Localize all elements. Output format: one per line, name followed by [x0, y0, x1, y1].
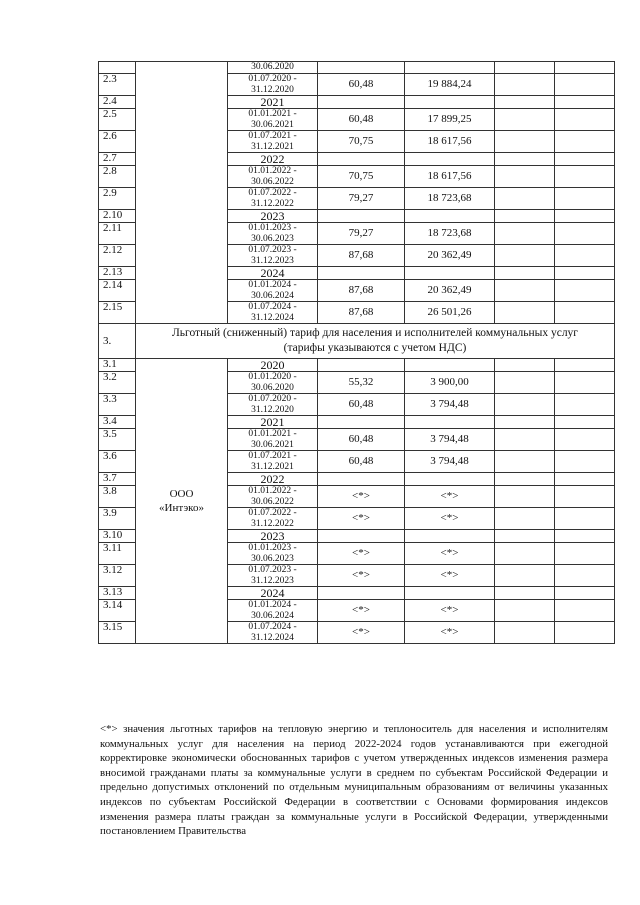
tariff-cell: 70,75 [318, 131, 405, 153]
period-start: 01.07.2022 - [248, 188, 297, 198]
tariff-cell: <*> [318, 600, 405, 622]
period-end: 31.12.2020 [251, 404, 294, 415]
empty-cell [318, 587, 405, 600]
empty-cell [495, 280, 555, 302]
tariff-cell: <*> [318, 486, 405, 508]
period-start: 01.07.2021 - [248, 131, 297, 141]
empty-cell [318, 530, 405, 543]
value-cell: <*> [405, 622, 495, 644]
empty-cell [555, 166, 615, 188]
empty-cell [495, 600, 555, 622]
empty-cell [318, 153, 405, 166]
period-start: 01.01.2023 - [248, 223, 297, 233]
organization-cell [136, 62, 228, 324]
empty-cell [495, 416, 555, 429]
period-start: 01.01.2024 - [248, 280, 297, 290]
empty-cell [405, 210, 495, 223]
empty-cell [495, 473, 555, 486]
period-cell: 30.06.2020 [228, 62, 318, 74]
empty-cell [495, 429, 555, 451]
period-end: 30.06.2024 [251, 290, 294, 301]
empty-cell [495, 543, 555, 565]
period-end: 31.12.2021 [251, 461, 294, 472]
period-cell [228, 565, 318, 587]
organization-line2: «Интэко» [159, 502, 204, 514]
empty-cell [495, 131, 555, 153]
year-cell: 2020 [228, 359, 318, 372]
empty-cell [495, 359, 555, 372]
tariff-cell: <*> [318, 565, 405, 587]
period-end: 31.12.2024 [251, 312, 294, 323]
empty-cell [495, 210, 555, 223]
empty-cell [318, 359, 405, 372]
empty-cell [555, 359, 615, 372]
period-cell [228, 543, 318, 565]
period-end: 30.06.2022 [251, 176, 294, 187]
period-start: 01.07.2020 - [248, 74, 297, 84]
empty-cell [555, 131, 615, 153]
empty-cell [495, 622, 555, 644]
period-end: 30.06.2023 [251, 553, 294, 564]
period-start: 01.07.2024 - [248, 622, 297, 632]
value-cell: <*> [405, 508, 495, 530]
section-number: 3. [99, 324, 136, 359]
row-number: 3.8 [99, 486, 136, 508]
row-number: 2.15 [99, 302, 136, 324]
row-number: 3.10 [99, 530, 136, 543]
period-start: 01.07.2020 - [248, 394, 297, 404]
row-number: 3.12 [99, 565, 136, 587]
empty-cell [495, 245, 555, 267]
empty-cell [555, 245, 615, 267]
period-cell [228, 223, 318, 245]
tariff-cell: 87,68 [318, 280, 405, 302]
empty-cell [555, 74, 615, 96]
table-row [99, 62, 615, 74]
year-row [99, 359, 615, 372]
footnote: <*> значения льготных тарифов на тепловую энергию и теплоноситель для населения и исполнителям коммунальных услуг для населения на период 2022-2024 годов устанавливаются при ежегодной корректировке экономически обоснованных тарифов с учетом утвержденных индексов изменения размера вносимой гражданами платы за коммунальные услуги в среднем по субъектам Российской Федерации и предельно допустимых отклонений по отдельным муниципальным образованиям от величины указанных индексов по субъектам Российской Федерации в соответствии с Основами формирования индексов изменения размера платы граждан за коммунальные услуги в Российской Федерации, утвержденными постановлением Правительства [100, 723, 608, 838]
tariff-cell: 70,75 [318, 166, 405, 188]
year-cell: 2021 [228, 416, 318, 429]
period-end: 30.06.2024 [251, 610, 294, 621]
period-start: 01.01.2021 - [248, 109, 297, 119]
period-start: 01.01.2024 - [248, 600, 297, 610]
period-cell [228, 508, 318, 530]
period-start: 01.01.2021 - [248, 429, 297, 439]
period-cell [228, 109, 318, 131]
empty-cell [555, 565, 615, 587]
row-number: 2.5 [99, 109, 136, 131]
empty-cell [495, 74, 555, 96]
period-end: 30.06.2022 [251, 496, 294, 507]
tariff-cell: 60,48 [318, 451, 405, 473]
period-cell [228, 486, 318, 508]
row-number: 3.15 [99, 622, 136, 644]
empty-cell [405, 587, 495, 600]
row-number: 3.5 [99, 429, 136, 451]
year-cell: 2024 [228, 267, 318, 280]
row-number: 2.10 [99, 210, 136, 223]
period-cell [228, 394, 318, 416]
row-number: 3.9 [99, 508, 136, 530]
period-start: 01.01.2022 - [248, 166, 297, 176]
empty-cell [495, 451, 555, 473]
period-cell [228, 280, 318, 302]
row-number: 2.6 [99, 131, 136, 153]
period-start: 01.07.2022 - [248, 508, 297, 518]
value-cell [405, 62, 495, 74]
value-cell: 3 900,00 [405, 372, 495, 394]
value-cell: 3 794,48 [405, 429, 495, 451]
tariff-cell: <*> [318, 508, 405, 530]
empty-cell [318, 96, 405, 109]
period-start: 01.01.2020 - [248, 372, 297, 382]
empty-cell [495, 587, 555, 600]
row-number: 2.3 [99, 74, 136, 96]
value-cell: 17 899,25 [405, 109, 495, 131]
row-number: 3.4 [99, 416, 136, 429]
empty-cell [495, 109, 555, 131]
value-cell: 20 362,49 [405, 245, 495, 267]
empty-cell [495, 188, 555, 210]
period-end: 31.12.2021 [251, 141, 294, 152]
empty-cell [555, 508, 615, 530]
row-number: 2.12 [99, 245, 136, 267]
period-start: 01.07.2023 - [248, 565, 297, 575]
period-end: 30.06.2020 [251, 382, 294, 393]
empty-cell [495, 267, 555, 280]
value-cell: <*> [405, 600, 495, 622]
tariff-cell: 60,48 [318, 429, 405, 451]
value-cell: 3 794,48 [405, 451, 495, 473]
empty-cell [555, 473, 615, 486]
empty-cell [405, 416, 495, 429]
period-end: 31.12.2024 [251, 632, 294, 643]
tariff-cell: 87,68 [318, 245, 405, 267]
empty-cell [495, 153, 555, 166]
empty-cell [495, 223, 555, 245]
section-title-line2: (тарифы указываются с учетом НДС) [283, 342, 467, 354]
year-cell: 2024 [228, 587, 318, 600]
row-number: 2.8 [99, 166, 136, 188]
tariff-cell: 87,68 [318, 302, 405, 324]
empty-cell [555, 267, 615, 280]
tariff-cell: 60,48 [318, 109, 405, 131]
section-title-line1: Льготный (сниженный) тариф для населения и исполнителей коммунальных услуг [171, 327, 579, 339]
value-cell: <*> [405, 486, 495, 508]
period-cell [228, 600, 318, 622]
empty-cell [405, 153, 495, 166]
empty-cell [555, 188, 615, 210]
empty-cell [555, 587, 615, 600]
empty-cell [555, 394, 615, 416]
year-cell: 2022 [228, 153, 318, 166]
empty-cell [495, 62, 555, 74]
empty-cell [555, 96, 615, 109]
empty-cell [495, 372, 555, 394]
period-cell [228, 188, 318, 210]
tariff-table [98, 61, 615, 644]
year-cell: 2022 [228, 473, 318, 486]
tariff-cell: 60,48 [318, 74, 405, 96]
empty-cell [555, 600, 615, 622]
empty-cell [555, 109, 615, 131]
empty-cell [555, 543, 615, 565]
period-cell [228, 451, 318, 473]
value-cell: 20 362,49 [405, 280, 495, 302]
year-cell: 2023 [228, 530, 318, 543]
row-number: 2.9 [99, 188, 136, 210]
empty-cell [495, 166, 555, 188]
period-cell [228, 245, 318, 267]
tariff-cell: 60,48 [318, 394, 405, 416]
row-number: 2.11 [99, 223, 136, 245]
value-cell: 3 794,48 [405, 394, 495, 416]
empty-cell [555, 622, 615, 644]
tariff-cell [318, 62, 405, 74]
empty-cell [318, 416, 405, 429]
tariff-cell: 55,32 [318, 372, 405, 394]
row-number: 3.2 [99, 372, 136, 394]
empty-cell [318, 473, 405, 486]
section-header-row [99, 324, 615, 359]
period-end: 30.06.2021 [251, 119, 294, 130]
value-cell: 18 723,68 [405, 223, 495, 245]
organization-line1: ООО [169, 488, 194, 500]
period-end: 31.12.2023 [251, 255, 294, 266]
period-start: 01.07.2024 - [248, 302, 297, 312]
row-number: 2.14 [99, 280, 136, 302]
value-cell: 18 617,56 [405, 131, 495, 153]
row-number: 3.14 [99, 600, 136, 622]
empty-cell [555, 416, 615, 429]
empty-cell [555, 372, 615, 394]
row-number: 3.1 [99, 359, 136, 372]
empty-cell [495, 530, 555, 543]
section-title [136, 324, 615, 359]
period-end: 31.12.2020 [251, 84, 294, 95]
period-end: 30.06.2021 [251, 439, 294, 450]
period-end: 30.06.2023 [251, 233, 294, 244]
value-cell: 19 884,24 [405, 74, 495, 96]
empty-cell [405, 359, 495, 372]
empty-cell [405, 473, 495, 486]
row-number: 3.6 [99, 451, 136, 473]
empty-cell [555, 210, 615, 223]
empty-cell [555, 153, 615, 166]
empty-cell [405, 530, 495, 543]
tariff-cell: 79,27 [318, 188, 405, 210]
period-start: 01.07.2021 - [248, 451, 297, 461]
empty-cell [555, 302, 615, 324]
period-end: 31.12.2022 [251, 198, 294, 209]
empty-cell [495, 302, 555, 324]
period-end: 31.12.2023 [251, 575, 294, 586]
row-number: 2.13 [99, 267, 136, 280]
empty-cell [555, 223, 615, 245]
value-cell: 18 723,68 [405, 188, 495, 210]
empty-cell [555, 451, 615, 473]
row-number: 3.3 [99, 394, 136, 416]
empty-cell [318, 210, 405, 223]
tariff-cell: <*> [318, 543, 405, 565]
value-cell: <*> [405, 565, 495, 587]
period-cell [228, 429, 318, 451]
period-end: 31.12.2022 [251, 518, 294, 529]
period-cell [228, 372, 318, 394]
tariff-cell: <*> [318, 622, 405, 644]
empty-cell [495, 486, 555, 508]
organization-cell [136, 359, 228, 644]
period-cell [228, 131, 318, 153]
empty-cell [405, 267, 495, 280]
empty-cell [555, 280, 615, 302]
period-start: 01.07.2023 - [248, 245, 297, 255]
value-cell: 26 501,26 [405, 302, 495, 324]
period-cell [228, 302, 318, 324]
empty-cell [555, 530, 615, 543]
period-cell [228, 166, 318, 188]
empty-cell [495, 96, 555, 109]
empty-cell [318, 267, 405, 280]
value-cell: <*> [405, 543, 495, 565]
tariff-cell: 79,27 [318, 223, 405, 245]
tariff-table-body [99, 62, 615, 644]
empty-cell [495, 508, 555, 530]
row-number: 3.7 [99, 473, 136, 486]
value-cell: 18 617,56 [405, 166, 495, 188]
row-number: 2.7 [99, 153, 136, 166]
row-number [99, 62, 136, 74]
empty-cell [405, 96, 495, 109]
period-cell [228, 74, 318, 96]
period-start: 01.01.2022 - [248, 486, 297, 496]
row-number: 3.11 [99, 543, 136, 565]
row-number: 2.4 [99, 96, 136, 109]
period-start: 01.01.2023 - [248, 543, 297, 553]
empty-cell [495, 565, 555, 587]
year-cell: 2023 [228, 210, 318, 223]
empty-cell [555, 62, 615, 74]
year-cell: 2021 [228, 96, 318, 109]
empty-cell [555, 486, 615, 508]
empty-cell [555, 429, 615, 451]
row-number: 3.13 [99, 587, 136, 600]
period-cell [228, 622, 318, 644]
empty-cell [495, 394, 555, 416]
